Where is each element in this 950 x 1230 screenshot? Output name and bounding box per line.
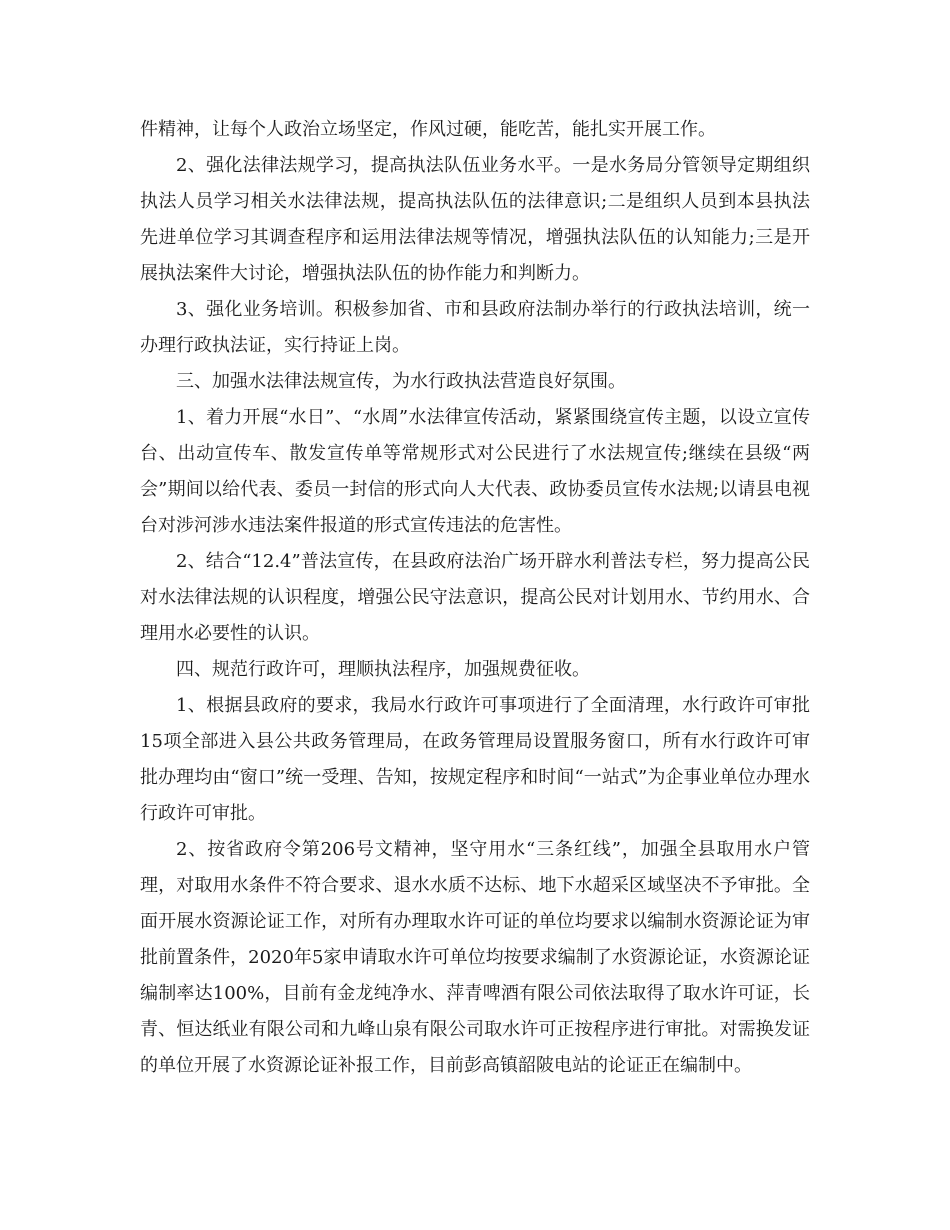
paragraph-license-review: 1、根据县政府的要求，我局水行政许可事项进行了全面清理，水行政许可审批15项全部进入县公共政务管理局，在政务管理局设置服务窗口，所有水行政许可审批办理均由“窗口”统一受理、告知，按规定程序和时间“一站式”为企事业单位办理水行政许可审批。 xyxy=(140,695,810,824)
paragraph-continuation: 件精神，让每个人政治立场坚定，作风过硬，能吃苦，能扎实开展工作。 xyxy=(140,119,716,140)
paragraph-legal-promotion: 2、结合“12.4”普法宣传，在县政府法治广场开辟水利普法专栏，努力提高公民对水法律法规的认识程度，增强公民守法意识，提高公民对计划用水、节约用水、合理用水必要性的认识。 xyxy=(140,551,810,644)
paragraph-business-training: 3、强化业务培训。积极参加省、市和县政府法制办举行的行政执法培训，统一办理行政执法证，实行持证上岗。 xyxy=(140,299,810,356)
paragraph-water-day: 1、着力开展“水日”、“水周”水法律宣传活动，紧紧围绕宣传主题，以设立宣传台、出动宣传车、散发宣传单等常规形式对公民进行了水法规宣传;继续在县级“两会”期间以给代表、委员一封信的形式向人大代表、政协委员宣传水法规;以请县电视台对涉河涉水违法案件报道的形式宣传违法的危害性。 xyxy=(140,407,810,536)
section-heading-licensing: 四、规范行政许可，理顺执法程序，加强规费征收。 xyxy=(176,659,590,680)
paragraph-water-resources: 2、按省政府令第206号文精神，坚守用水“三条红线”，加强全县取用水户管理，对取用水条件不符合要求、退水水质不达标、地下水超采区域坚决不予审批。全面开展水资源论证工作，对所有办理取水许可证的单位均要求以编制水资源论证为审批前置条件，2020年5家申请取水许可单位均按要求编制了水资源论证，水资源论证编制率达100%，目前有金龙纯净水、萍青啤酒有限公司依法取得了取水许可证，长青、恒达纸业有限公司和九峰山泉有限公司取水许可正按程序进行审批。对需换发证的单位开展了水资源论证补报工作，目前彭高镇韶陂电站的论证正在编制中。 xyxy=(140,839,810,1076)
section-heading-publicity: 三、加强水法律法规宣传，为水行政执法营造良好氛围。 xyxy=(176,371,626,392)
document-body xyxy=(140,112,810,1084)
paragraph-law-study: 2、强化法律法规学习，提高执法队伍业务水平。一是水务局分管领导定期组织执法人员学习相关水法律法规，提高执法队伍的法律意识;二是组织人员到本县执法先进单位学习其调查程序和运用法律法规等情况，增强执法队伍的认知能力;三是开展执法案件大讨论，增强执法队伍的协作能力和判断力。 xyxy=(140,155,810,284)
